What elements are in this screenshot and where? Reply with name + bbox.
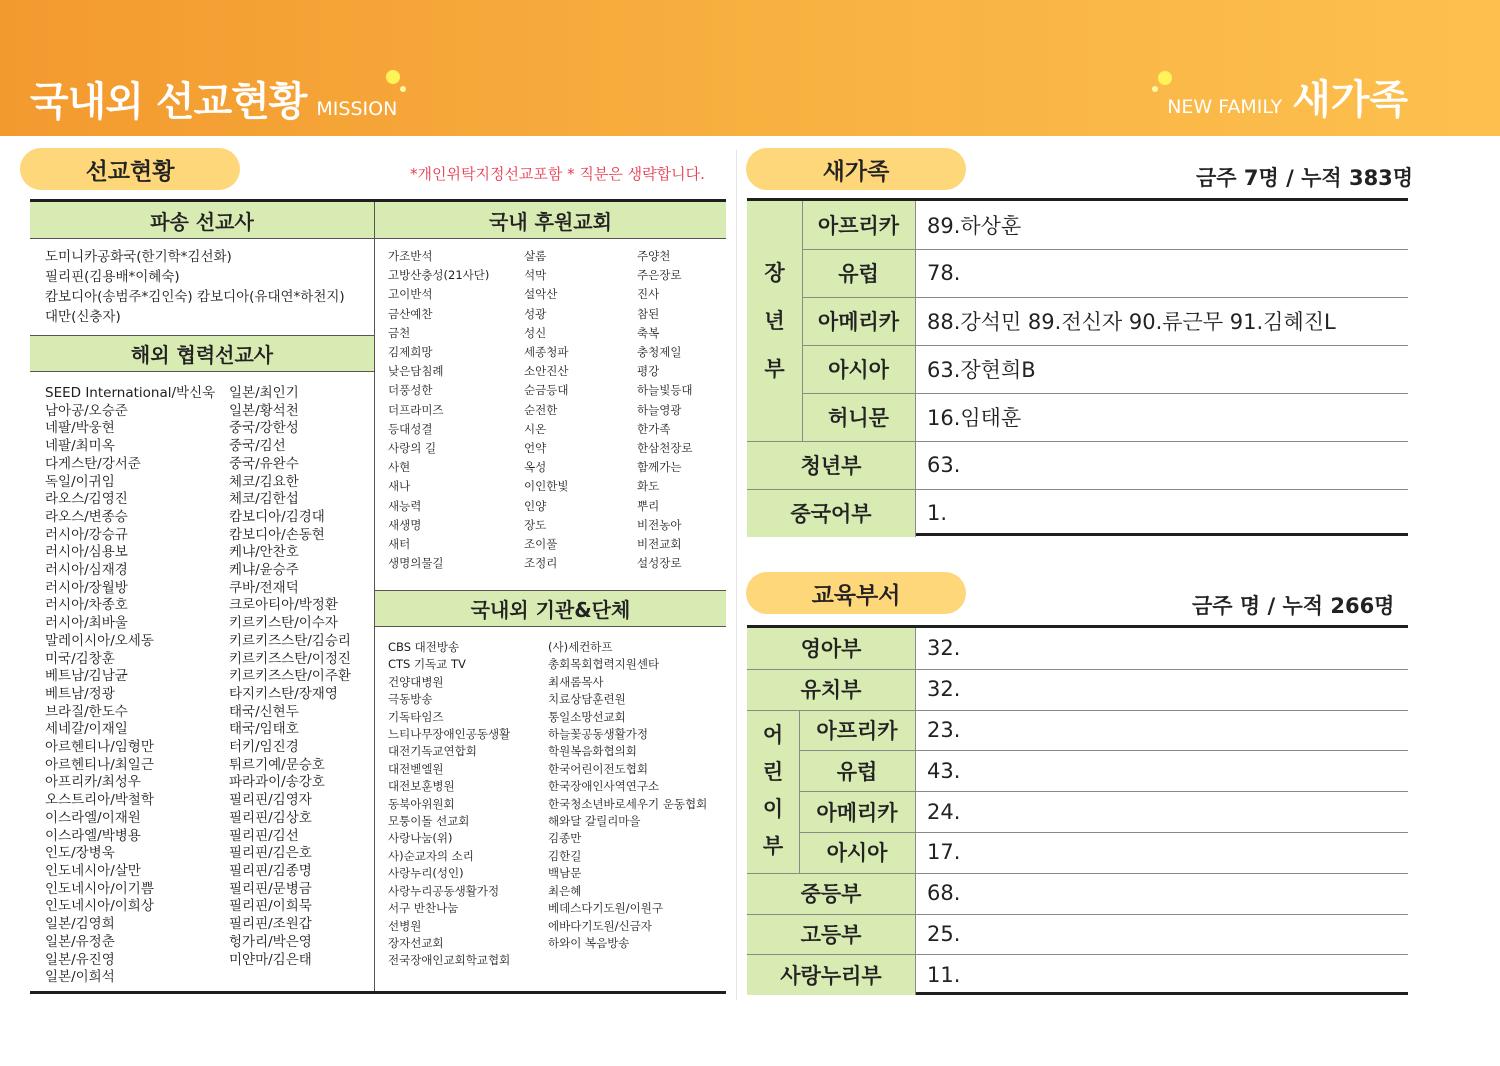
mission-subtitle: MISSION — [316, 98, 398, 120]
coop-missionary-item: 오스트리아/박철학 — [45, 792, 154, 809]
coop-missionary-item: 다게스탄/강서준 — [45, 455, 141, 472]
church-item: 더풍성한 — [388, 383, 433, 398]
small-dot-icon — [1152, 86, 1158, 92]
org-item: 해와달 갈릴리마을 — [548, 814, 641, 829]
org-item: 한국장애인사역연구소 — [548, 779, 660, 794]
coop-missionary-item: 러시아/심용보 — [45, 544, 128, 561]
church-item: 충청제일 — [637, 345, 682, 360]
education-category: 고등부 — [747, 914, 915, 955]
row-divider — [747, 873, 1408, 874]
coop-missionary-item: 쿠바/전재덕 — [229, 579, 299, 596]
church-item: 가조반석 — [388, 249, 433, 263]
row-divider — [799, 750, 1408, 751]
coop-missionary-item: 이스라엘/박병용 — [45, 827, 141, 844]
coop-missionary-item: 태국/신현두 — [229, 703, 299, 720]
church-item: 사현 — [388, 460, 411, 475]
education-category: 유치부 — [747, 669, 915, 710]
coop-missionary-item: 필리핀/조원갑 — [229, 916, 312, 933]
org-item: 사랑누리(성인) — [388, 866, 464, 881]
newfamily-value: 63.장현희B — [927, 358, 1036, 382]
org-item: 전국장애인교회학교협회 — [388, 953, 511, 968]
column-divider — [802, 201, 803, 441]
org-item: 기독타임즈 — [388, 709, 444, 724]
org-item: CBS 대전방송 — [388, 640, 460, 654]
row-divider — [799, 832, 1408, 833]
church-item: 새능력 — [388, 498, 422, 513]
education-category: 영아부 — [747, 628, 915, 669]
org-item: 통일소망선교회 — [548, 709, 626, 724]
jangnyeon-label — [747, 201, 802, 441]
org-item: 한국어린이전도협회 — [548, 761, 648, 776]
org-item: 에바다기도원/신금자 — [548, 918, 652, 933]
row-divider — [802, 345, 1408, 346]
row-divider — [802, 249, 1408, 250]
jangnyeon-label-char: 장 — [764, 261, 785, 285]
church-item: 비전농아 — [637, 517, 682, 532]
coop-missionary-item: 러시아/최바울 — [45, 615, 128, 632]
education-category: 아시아 — [799, 832, 915, 873]
children-label-char: 린 — [762, 760, 784, 785]
church-item: 낮은담침례 — [388, 364, 444, 379]
children-label — [747, 710, 799, 873]
row-divider — [799, 791, 1408, 792]
coop-missionary-item: SEED International/박신욱 — [45, 385, 216, 401]
newfamily-category: 아메리카 — [802, 297, 915, 345]
church-item: 언약 — [524, 441, 547, 456]
mission-note: *개인위탁지정선교포함 * 직분은 생략합니다. — [410, 165, 705, 183]
education-value: 25. — [927, 921, 961, 946]
row-divider — [747, 441, 1408, 442]
church-item: 순전한 — [524, 402, 558, 417]
coop-missionary-item: 체코/김한섭 — [229, 491, 299, 508]
coop-missionary-item: 네팔/최미옥 — [45, 438, 115, 455]
org-item: 최은혜 — [548, 883, 582, 898]
coop-missionary-item: 이스라엘/이재원 — [45, 809, 141, 826]
children-label-char: 이 — [762, 797, 784, 822]
newfamily-title — [1167, 68, 1408, 125]
sent-missionary-item: 캄보디아(송범주*김인숙) 캄보디아(유대연*하천지) — [45, 289, 345, 305]
jangnyeon-label-char: 부 — [764, 357, 785, 381]
coop-missionary-item: 케냐/안찬호 — [229, 544, 299, 561]
column-divider — [915, 628, 916, 995]
coop-missionary-item: 키르키즈스탄/이주환 — [229, 668, 351, 685]
church-header: 국내 후원교회 — [375, 202, 726, 239]
newfamily-value: 78. — [927, 261, 961, 285]
coop-missionary-header: 해외 협력선교사 — [30, 335, 374, 372]
coop-missionary-item: 일본/유정춘 — [45, 933, 115, 950]
row-divider — [747, 489, 1408, 490]
sent-missionary-item: 대만(신충자) — [45, 309, 121, 325]
education-value: 17. — [927, 840, 961, 865]
coop-missionary-item: 네팔/박웅현 — [45, 420, 115, 437]
church-item: 등대성결 — [388, 421, 433, 436]
church-item: 뿌리 — [637, 498, 660, 513]
row-divider — [747, 954, 1408, 955]
church-item: 석막 — [524, 268, 547, 283]
coop-missionary-item: 말레이시아/오세동 — [45, 632, 154, 649]
org-header: 국내외 기관&단체 — [375, 590, 726, 627]
church-item: 주은장로 — [637, 268, 682, 283]
newfamily-value: 63. — [927, 453, 961, 477]
church-item: 세종청파 — [524, 345, 569, 360]
education-value: 23. — [927, 717, 961, 742]
church-item: 조이풀 — [524, 537, 558, 552]
coop-missionary-item: 라오스/변종승 — [45, 508, 128, 525]
coop-missionary-item: 필리핀/문병금 — [229, 880, 312, 897]
church-item: 한삼천장로 — [637, 441, 693, 456]
org-item: 극동방송 — [388, 692, 433, 707]
church-item: 사랑의 길 — [388, 441, 437, 456]
coop-missionary-item: 러시아/강승규 — [45, 526, 128, 543]
church-item: 장도 — [524, 517, 547, 532]
church-item: 순금등대 — [524, 383, 569, 398]
education-value: 43. — [927, 758, 961, 783]
church-item: 진사 — [637, 287, 660, 302]
org-item: 총회목회협력지원센타 — [548, 657, 660, 672]
page-header — [0, 0, 1500, 136]
org-item: 김한길 — [548, 848, 582, 863]
church-item: 새나 — [388, 479, 411, 494]
coop-missionary-item: 체코/김요한 — [229, 473, 299, 490]
church-item: 함께가는 — [637, 460, 682, 475]
coop-missionary-item: 캄보디아/손동현 — [229, 526, 325, 543]
sent-missionary-item: 도미니카공화국(한기학*김선화) — [45, 249, 232, 265]
coop-missionary-item: 독일/이귀임 — [45, 473, 115, 490]
coop-missionary-item: 러시아/차종호 — [45, 597, 128, 614]
church-item: 조정리 — [524, 556, 558, 571]
org-item: 대전벧엘원 — [388, 761, 444, 776]
church-item: 시온 — [524, 421, 547, 436]
coop-missionary-item: 아르헨티나/최일근 — [45, 756, 154, 773]
newfamily-value: 16.임태훈 — [927, 406, 1022, 430]
coop-missionary-item: 중국/유완수 — [229, 455, 299, 472]
row-divider — [802, 297, 1408, 298]
org-item: 동북아위원회 — [388, 796, 455, 811]
column-divider — [915, 201, 916, 537]
newfamily-category: 유럽 — [802, 249, 915, 297]
small-dot-icon — [400, 86, 406, 92]
children-label-char: 부 — [762, 834, 784, 859]
org-item: 장자선교회 — [388, 935, 444, 950]
yellow-dot-icon — [386, 70, 400, 84]
education-value: 32. — [927, 636, 961, 661]
coop-missionary-item: 인도네시아/이기쁨 — [45, 880, 154, 897]
newfamily-pill: 새가족 — [746, 148, 966, 190]
church-item: 소안진산 — [524, 364, 569, 379]
church-item: 이인한빛 — [524, 479, 569, 494]
church-item: 생명의물길 — [388, 556, 444, 571]
church-item: 금천 — [388, 325, 411, 340]
education-stat: 금주 명 / 누적 266명 — [1192, 594, 1395, 618]
org-item: 최새롬목사 — [548, 674, 604, 689]
children-label-char: 어 — [762, 723, 784, 748]
newfamily-category: 중국어부 — [747, 489, 915, 537]
newfamily-category: 청년부 — [747, 441, 915, 489]
church-item: 하늘빛등대 — [637, 383, 693, 398]
org-item: 서구 반찬나눔 — [388, 901, 459, 916]
coop-missionary-item: 브라질/한도수 — [45, 703, 128, 720]
church-list-3 — [637, 247, 693, 573]
mission-title-text: 국내외 선교현황 — [30, 79, 307, 125]
org-item: 건양대병원 — [388, 674, 444, 689]
page-divider — [736, 150, 737, 1000]
coop-missionary-item: 키르키즈스탄/김승리 — [229, 632, 351, 649]
newfamily-value: 88.강석민 89.전신자 90.류근무 91.김혜진L — [927, 310, 1336, 334]
row-divider — [747, 669, 1408, 670]
coop-missionary-item: 아르헨티나/임형만 — [45, 739, 154, 756]
church-item: 새생명 — [388, 517, 422, 532]
org-item: 선병원 — [388, 918, 422, 933]
org-item: 대전기독교연합회 — [388, 744, 477, 759]
coop-missionary-item: 키르키스탄/이수자 — [229, 615, 338, 632]
coop-missionary-item: 필리핀/김영자 — [229, 792, 312, 809]
church-item: 고방산충성(21사단) — [388, 268, 490, 283]
church-item: 고이반석 — [388, 287, 433, 302]
coop-missionary-item: 인도네시아/살만 — [45, 862, 141, 879]
jangnyeon-label-char: 년 — [764, 309, 785, 333]
church-item: 옥성 — [524, 460, 547, 475]
coop-missionary-item: 아프리카/최성우 — [45, 774, 141, 791]
coop-missionary-item: 타지키스탄/장재영 — [229, 685, 338, 702]
coop-missionary-item: 키르키즈스탄/이정진 — [229, 650, 351, 667]
coop-missionary-list-2 — [229, 385, 351, 969]
coop-missionary-item: 인도네시아/이희상 — [45, 898, 154, 915]
org-item: 대전보훈병원 — [388, 779, 455, 794]
church-item: 더프라미즈 — [388, 402, 444, 417]
coop-missionary-item: 중국/김선 — [229, 438, 286, 455]
coop-missionary-item: 러시아/심재경 — [45, 562, 128, 579]
coop-missionary-item: 인도/장병욱 — [45, 845, 115, 862]
church-list-2 — [524, 247, 568, 573]
coop-missionary-item: 미국/김창훈 — [45, 650, 115, 667]
row-divider — [747, 914, 1408, 915]
row-divider — [747, 710, 1408, 711]
org-list-1 — [388, 639, 510, 970]
church-item: 평강 — [637, 364, 660, 379]
coop-missionary-item: 라오스/김영진 — [45, 491, 128, 508]
org-item: 백남문 — [548, 866, 582, 881]
coop-missionary-item: 일본/김영희 — [45, 916, 115, 933]
coop-missionary-item: 일본/황석천 — [229, 402, 299, 419]
education-value: 32. — [927, 677, 961, 702]
sent-missionary-list — [45, 247, 345, 327]
church-item: 한가족 — [637, 421, 671, 436]
sent-missionary-item: 필리핀(김용배*이혜숙) — [45, 269, 180, 285]
org-item: 사랑누리공동생활가정 — [388, 883, 500, 898]
coop-missionary-item: 크로아티아/박정환 — [229, 597, 338, 614]
coop-missionary-item: 러시아/장월방 — [45, 579, 128, 596]
church-item: 화도 — [637, 479, 660, 494]
newfamily-value: 1. — [927, 501, 948, 525]
education-value: 11. — [927, 962, 961, 987]
church-item: 설악산 — [524, 287, 558, 302]
row-divider — [802, 393, 1408, 394]
org-item: (사)세컨하프 — [548, 640, 613, 654]
education-category: 중등부 — [747, 873, 915, 914]
church-item: 성신 — [524, 325, 547, 340]
newfamily-category: 허니문 — [802, 393, 915, 441]
org-item: 느티나무장애인공동생활 — [388, 727, 511, 742]
coop-missionary-item: 태국/임태호 — [229, 721, 299, 738]
coop-missionary-item: 베트남/정광 — [45, 685, 115, 702]
org-item: 사)순교자의 소리 — [388, 848, 474, 863]
org-item: 하와이 복음방송 — [548, 935, 630, 950]
org-item: 학원복음화협의회 — [548, 744, 637, 759]
church-item: 참된 — [637, 306, 660, 321]
coop-missionary-item: 미얀마/김은태 — [229, 951, 312, 968]
mission-title — [30, 70, 397, 127]
church-item: 주양천 — [637, 249, 671, 263]
org-item: 하늘꽃공동생활가정 — [548, 727, 648, 742]
church-item: 성광 — [524, 306, 547, 321]
org-item: 치료상담훈련원 — [548, 692, 626, 707]
mission-pill: 선교현황 — [20, 148, 240, 190]
coop-missionary-item: 일본/최인기 — [229, 385, 299, 401]
newfamily-category: 아시아 — [802, 345, 915, 393]
coop-missionary-item: 일본/유진영 — [45, 951, 115, 968]
church-item: 비전교회 — [637, 537, 682, 552]
coop-missionary-item: 필리핀/김선 — [229, 827, 299, 844]
org-item: 사랑나눔(위) — [388, 831, 453, 846]
church-list-1 — [388, 247, 489, 573]
education-category: 유럽 — [799, 750, 915, 791]
newfamily-stat: 금주 7명 / 누적 383명 — [1196, 166, 1414, 190]
church-item: 금산예찬 — [388, 306, 433, 321]
org-item: CTS 기독교 TV — [388, 657, 466, 672]
org-item: 모퉁이돌 선교회 — [388, 814, 470, 829]
sent-missionary-header: 파송 선교사 — [30, 202, 374, 239]
coop-missionary-list-1 — [45, 385, 215, 987]
church-item: 축복 — [637, 325, 660, 340]
org-item: 김종만 — [548, 831, 582, 846]
education-value: 68. — [927, 881, 961, 906]
education-value: 24. — [927, 799, 961, 824]
coop-missionary-item: 튀르기예/문승호 — [229, 756, 325, 773]
coop-missionary-item: 일본/이희석 — [45, 969, 115, 986]
coop-missionary-item: 필리핀/이희묵 — [229, 898, 312, 915]
coop-missionary-item: 중국/강한성 — [229, 420, 299, 437]
coop-missionary-item: 필리핀/김은호 — [229, 845, 312, 862]
org-list-2 — [548, 639, 707, 952]
coop-missionary-item: 필리핀/김종명 — [229, 862, 312, 879]
church-item: 살롬 — [524, 249, 547, 263]
coop-missionary-item: 파라과이/송강호 — [229, 774, 325, 791]
newfamily-title-text: 새가족 — [1292, 77, 1408, 123]
newfamily-value: 89.하상훈 — [927, 214, 1022, 238]
coop-missionary-item: 헝가리/박은영 — [229, 933, 312, 950]
coop-missionary-item: 베트남/김남균 — [45, 668, 128, 685]
education-category: 아메리카 — [799, 791, 915, 832]
education-pill: 교육부서 — [746, 572, 966, 614]
coop-missionary-item: 남아공/오승준 — [45, 402, 128, 419]
newfamily-category: 아프리카 — [802, 201, 915, 249]
org-item: 베데스다기도원/이원구 — [548, 901, 663, 916]
coop-missionary-item: 세네갈/이재일 — [45, 721, 128, 738]
coop-missionary-item: 캄보디아/김경대 — [229, 508, 325, 525]
org-item: 한국청소년바로세우기 운동협회 — [548, 796, 708, 811]
newfamily-subtitle: NEW FAMILY — [1167, 96, 1283, 118]
coop-missionary-item: 케냐/윤승주 — [229, 562, 299, 579]
column-divider — [799, 710, 800, 873]
coop-missionary-item: 터키/임진경 — [229, 739, 299, 756]
church-item: 설성장로 — [637, 556, 682, 571]
coop-missionary-item: 필리핀/김상호 — [229, 809, 312, 826]
church-item: 새터 — [388, 537, 411, 552]
church-item: 인양 — [524, 498, 547, 513]
education-category: 아프리카 — [799, 710, 915, 751]
church-item: 하늘영광 — [637, 402, 682, 417]
church-item: 김제희망 — [388, 345, 433, 360]
education-category: 사랑누리부 — [747, 954, 915, 995]
